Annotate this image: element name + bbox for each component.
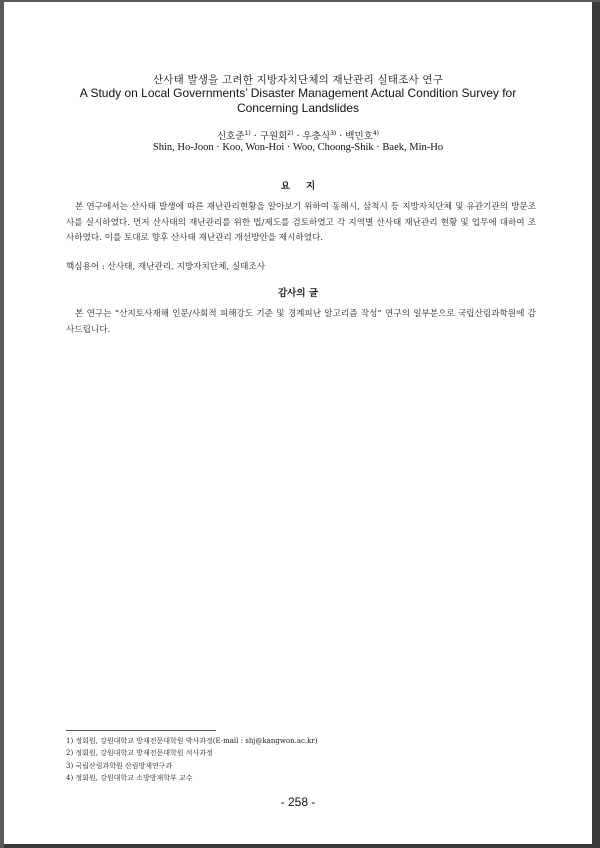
author-separator: · xyxy=(250,131,260,142)
page-number: - 258 - xyxy=(280,795,316,809)
footnote-divider xyxy=(66,730,216,731)
author-1: 신호준 xyxy=(217,131,245,142)
acknowledgement-heading: 감사의 글 xyxy=(277,288,318,299)
author-2-mark: 2) xyxy=(287,129,294,137)
author-separator: · xyxy=(293,131,303,142)
author-4-mark: 4) xyxy=(372,129,379,137)
acknowledgement-text: 본 연구는 “산지토사재해 인문/사회적 피해강도 기준 및 경계피난 알고리즘 작성” 연구의 일부분으로 국립산림과학원에 감사드립니다. xyxy=(66,309,536,335)
footnote-3: 3) 국립산림과학원 산림방재연구과 xyxy=(66,761,173,770)
abstract-text: 본 연구에서는 산사태 발생에 따른 재난관리현황을 알아보기 위하여 동해시, 삼척시 등 지방자치단체 및 유관기관의 방문조사를 실시하였다. 먼저 산사태의 재난관리를 위한 법/제도를 검토하였고 각 지역별 산사태 재난관리 현황 및 업무에 대하여 조사하였다. 이를 토대로 향후 산사태 재난관리 개선방안을 제시하였다. xyxy=(66,202,536,243)
page-shadow-bottom xyxy=(4,844,600,848)
author-2: 구원회 xyxy=(259,131,288,142)
paper-page xyxy=(4,2,592,844)
author-4: 백민호 xyxy=(345,131,373,142)
author-separator: · xyxy=(336,131,346,142)
title-korean: 산사태 발생을 고려한 지방자치단체의 재난관리 실태조사 연구 xyxy=(152,74,444,86)
keywords: 핵심용어 : 산사태, 재난관리, 지방자치단체, 실태조사 xyxy=(66,262,266,272)
footnotes xyxy=(66,735,536,784)
title-english: A Study on Local Governments’ Disaster Management Actual Condition Survey for Concerning Landslides xyxy=(79,86,517,115)
abstract-heading: 요지 xyxy=(280,181,332,192)
author-3: 우충식 xyxy=(302,131,331,142)
author-1-mark: 1) xyxy=(244,129,251,137)
authors-english: Shin, Ho-Joon · Koo, Won-Hoi · Woo, Choong-Shik · Baek, Min-Ho xyxy=(152,142,444,153)
author-3-mark: 3) xyxy=(330,129,337,137)
footnote-1: 1) 정회원, 강원대학교 방재전문대학원 박사과정(E-mail : shj@kangwon.ac.kr) xyxy=(66,737,318,745)
footnote-2: 2) 정회원, 강원대학교 방재전문대학원 석사과정 xyxy=(66,749,213,758)
page-shadow-right xyxy=(592,2,600,844)
footnote-4: 4) 정회원, 강원대학교 소방방재학부 교수 xyxy=(66,773,193,782)
authors-korean xyxy=(4,128,592,142)
